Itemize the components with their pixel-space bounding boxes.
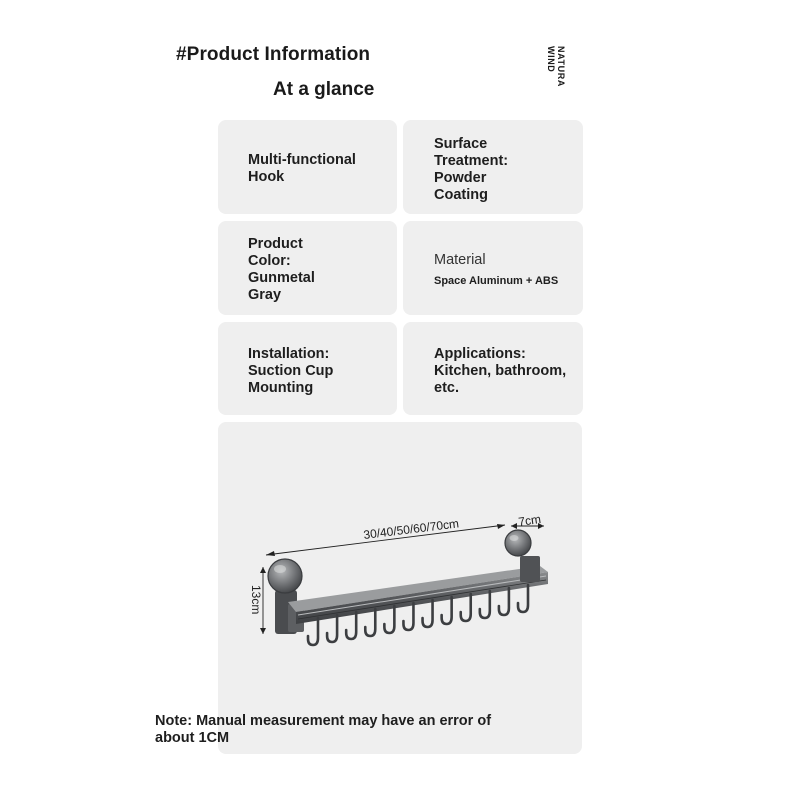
hook-icon [327, 615, 337, 642]
hook-icon [480, 591, 490, 618]
spec-line: Installation: [248, 346, 330, 362]
product-diagram [218, 422, 582, 754]
spec-card-color [218, 221, 397, 315]
spec-line: Multi-functional [248, 152, 356, 168]
hook-icon [384, 606, 394, 633]
hook-icon [461, 594, 471, 621]
spec-line: Gunmetal [248, 270, 315, 286]
note-line-1: Note: Manual measurement may have an error of [155, 713, 492, 729]
spec-line: Powder [434, 170, 487, 186]
spec-line: Product [248, 236, 303, 252]
note-line-2: about 1CM [155, 730, 230, 746]
section-title: #Product Information [176, 44, 371, 65]
hook-icon [403, 603, 413, 630]
spec-line: Gray [248, 287, 282, 303]
hook-icon [423, 600, 433, 627]
length-label: 30/40/50/60/70cm [362, 516, 460, 542]
hook-icon [499, 588, 509, 615]
spec-card-surface [403, 120, 583, 214]
spec-line: Color: [248, 253, 291, 269]
spec-line: etc. [434, 380, 459, 396]
spec-card-applications [403, 322, 583, 415]
spec-card-function [218, 120, 397, 214]
spec-line: Applications: [434, 346, 526, 362]
product-diagram-card [218, 422, 582, 754]
spec-line: Kitchen, bathroom, [434, 363, 567, 379]
length-dimension [266, 516, 505, 556]
hook-icon [308, 618, 318, 645]
spec-card-installation [218, 322, 397, 415]
material-value: Space Aluminum + ABS [434, 275, 559, 287]
spec-line: Treatment: [434, 153, 509, 169]
height-label: 13cm [249, 585, 263, 615]
spec-line: Suction Cup [248, 363, 334, 379]
measurement-note [155, 713, 491, 747]
left-suction-cup-icon [268, 559, 302, 593]
height-dimension [249, 567, 266, 634]
spec-line: Hook [248, 169, 285, 185]
brand-line-2: WIND [546, 46, 556, 73]
spec-line: Mounting [248, 380, 314, 396]
brand-logo [546, 46, 566, 87]
spec-line: Coating [434, 187, 488, 203]
hook-icon [365, 609, 375, 636]
spec-line: Surface [434, 136, 488, 152]
right-suction-cup-icon [505, 530, 531, 556]
section-subtitle: At a glance [273, 79, 375, 100]
hook-icon [346, 612, 356, 639]
hook-icon [518, 585, 528, 612]
depth-dimension [511, 512, 544, 529]
spec-card-material [403, 221, 583, 315]
depth-label: 7cm [517, 511, 542, 529]
brand-line-1: NATURA [556, 46, 566, 87]
material-label: Material [434, 252, 486, 268]
hook-icon [442, 597, 452, 624]
